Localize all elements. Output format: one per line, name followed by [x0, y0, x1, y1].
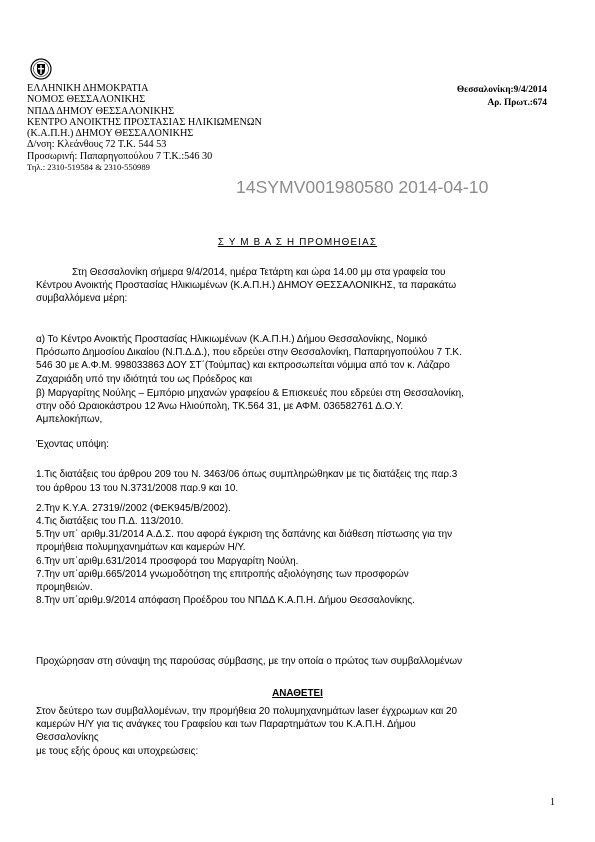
greek-emblem-icon — [30, 58, 52, 80]
considerations-list — [36, 468, 559, 607]
party-a-line: 546 30 με Α.Φ.Μ. 998033863 ΔΟΥ ΣΤ΄(Τούμπας) και εκπροσωπείται νόμιμα από τον κ. Λάζαρο — [36, 360, 450, 372]
header-line: Δ/νση: Κλεάνθους 72 Τ.Κ. 544 53 — [27, 139, 167, 151]
proceeding-paragraph: Προχώρησαν στη σύναψη της παρούσας σύμβασης, με την οποία ο πρώτος των συμβαλλομένων — [36, 656, 463, 667]
document-date: Θεσσαλονίκη:9/4/2014 — [456, 85, 547, 95]
party-a-paragraph — [36, 333, 559, 386]
party-b-paragraph — [36, 387, 559, 427]
consideration-item: 2.Την Κ.Υ.Α. 27319//2002 (ΦΕΚ945/Β/2002). — [36, 502, 231, 514]
consideration-item: 1.Τις διατάξεις του άρθρου 209 του Ν. 3463/06 όπως συμπληρώθηκαν με τις διατάξεις της παρ.3 — [36, 469, 458, 480]
consideration-item: 8.Την υπ΄αριθμ.9/2014 απόφαση Προέδρου του ΝΠΔΔ Κ.Α.Π.Η. Δήμου Θεσσαλονίκης. — [36, 595, 415, 607]
header-line: ΚΕΝΤΡΟ ΑΝΟΙΚΤΗΣ ΠΡΟΣΤΑΣΙΑΣ ΗΛΙΚΙΩΜΕΝΩΝ — [27, 116, 262, 128]
document-title-text: Σ Υ Μ Β Α Σ Η ΠΡΟΜΗΘΕΙΑΣ — [217, 237, 378, 248]
considerations-heading: Έχοντας υπόψη: — [36, 439, 110, 450]
consideration-item: 4.Τις διατάξεις του Π.Δ. 113/2010. — [36, 515, 184, 527]
header-line: (Κ.Α.Π.Η.) ΔΗΜΟΥ ΘΕΣΣΑΛΟΝΙΚΗΣ — [27, 128, 194, 140]
party-b-line: Αμπελοκήπων, — [36, 414, 103, 426]
party-b-line: στην οδό Ωραιοκάστρου 12 Άνω Ηλιούπολη, ΤΚ.564 31, με ΑΦΜ. 036582761 Δ.Ο.Υ. — [36, 401, 404, 413]
header-line: ΝΠΔΔ ΔΗΜΟΥ ΘΕΣΣΑΛΟΝΙΚΗΣ — [27, 105, 175, 117]
party-a-line: α) Το Κέντρο Ανοικτής Προστασίας Ηλικιωμένων (Κ.Α.Π.Η.) Δήμου Θεσσαλονίκης, Νομικό — [36, 334, 428, 345]
assignment-line: Στον δεύτερο των συμβαλλομένων, την προμήθεια 20 πολυμηχανημάτων laser έγχρωμων και 20 — [36, 706, 457, 717]
assignment-line: καμερών Η/Υ για τις ανάγκες του Γραφείου και των Παραρτημάτων του Κ.Α.Π.Η. Δήμου — [36, 719, 416, 731]
header-line: ΕΛΛΗΝΙΚΗ ΔΗΜΟΚΡΑΤΙΑ — [27, 83, 149, 94]
document-title — [0, 237, 595, 248]
consideration-item: 7.Την υπ΄αριθμ.665/2014 γνωμοδότηση της επιτροπής αξιολόγησης των προσφορών — [36, 568, 409, 580]
consideration-item: του άρθρου 13 του Ν.3731/2008 παρ.9 και 10. — [36, 483, 239, 495]
header-line: ΝΟΜΟΣ ΘΕΣΣΑΛΟΝΙΚΗΣ — [27, 94, 146, 106]
header-line: Προσωρινή: Παπαρηγοπούλου 7 Τ.Κ.:546 30 — [27, 150, 213, 162]
consideration-item: προμήθεια πολυμηχανημάτων και καμερών Η/Υ. — [36, 542, 246, 554]
ada-code: 14SYMV001980580 2014-04-10 — [236, 177, 489, 197]
assigns-heading — [0, 688, 595, 699]
consideration-item: προμηθειών. — [36, 581, 93, 593]
assignment-line: με τους εξής όρους και υποχρεώσεις: — [36, 745, 199, 757]
protocol-number: Αρ. Πρωτ.:674 — [487, 97, 547, 108]
party-a-line: Ζαχαριάδη υπό την ιδιότητά του ως Πρόεδρος και — [36, 373, 253, 385]
date-protocol-block — [457, 84, 547, 109]
party-a-line: Πρόσωπο Δημοσίου Δικαίου (Ν.Π.Δ.Δ.), που εδρεύει στην Θεσσαλονίκη, Παπαρηγοπούλου 7 Τ.Κ. — [36, 347, 462, 359]
intro-paragraph — [36, 266, 559, 306]
assignment-paragraph — [36, 705, 559, 758]
intro-line: Κέντρου Ανοικτής Προστασίας Ηλικιωμένων (Κ.Α.Π.Η.) ΔΗΜΟΥ ΘΕΣΣΑΛΟΝΙΚΗΣ, τα παρακάτω — [36, 280, 457, 292]
assignment-line: Θεσσαλονίκης — [36, 732, 99, 744]
header-line: Τηλ.: 2310-519584 & 2310-550989 — [27, 162, 150, 173]
intro-line: συμβαλλόμενα μέρη: — [36, 293, 128, 305]
issuer-header — [27, 83, 347, 173]
page-number: 1 — [550, 797, 555, 808]
party-b-line: β) Μαργαρίτης Νούλης – Εμπόριο μηχανών γραφείου & Επισκευές που εδρεύει στη Θεσσαλονίκη, — [36, 388, 464, 399]
consideration-item: 6.Την υπ΄αριθμ.631/2014 προσφορά του Μαργαρίτη Νούλη. — [36, 555, 299, 567]
assigns-heading-text: ΑΝΑΘΕΤΕΙ — [272, 688, 323, 699]
consideration-item: 5.Την υπ΄ αριθμ.31/2014 Α.Δ.Σ. που αφορά έγκριση της δαπάνης και διάθεση πίστωσης για την — [36, 529, 453, 541]
intro-line: Στη Θεσσαλονίκη σήμερα 9/4/2014, ημέρα Τετάρτη και ώρα 14.00 μμ στα γραφεία του — [72, 267, 446, 278]
